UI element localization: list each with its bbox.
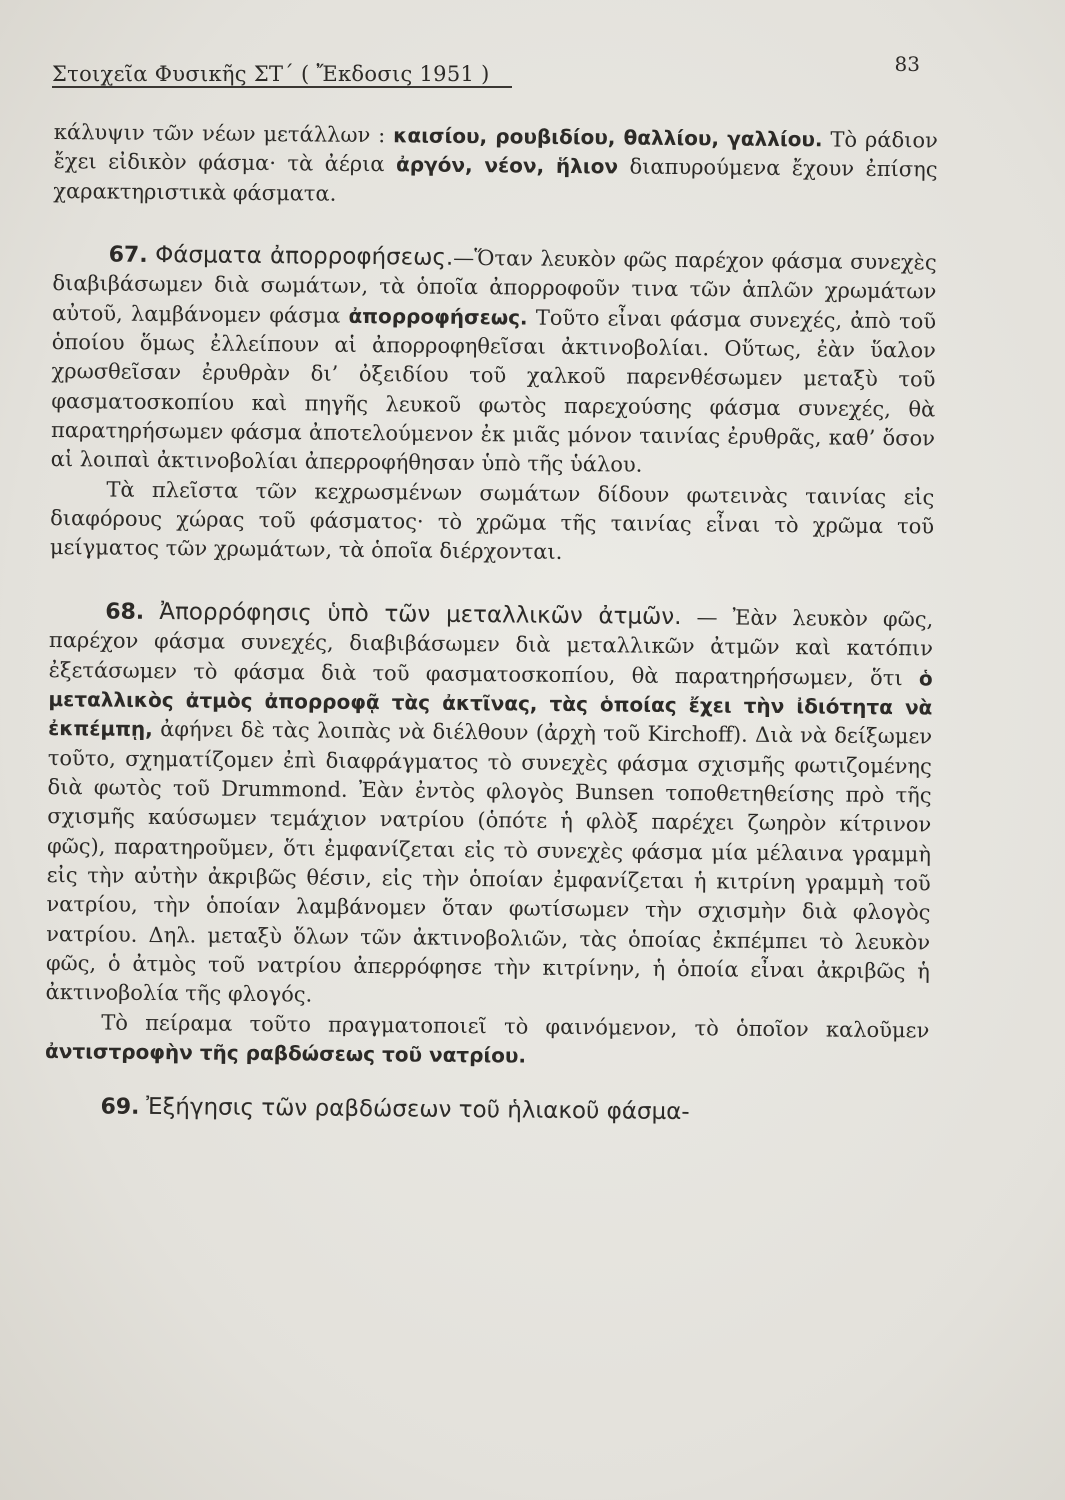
intro-text-1: κάλυψιν τῶν νέων μετάλλων : <box>53 119 394 148</box>
section-67-paragraph-2: Τὰ πλεῖστα τῶν κεχρωσμένων σωμάτων δίδουν φωτεινὰς ταινίας εἰς διαφόρους χώρας τοῦ φάσματος· τὸ χρῶμα τῆς ταινίας εἶναι τὸ χρῶμα τοῦ μείγματος τῶν χρωμάτων, τὰ ὁποῖα διέρχονται. <box>49 477 935 565</box>
section-67-paragraph <box>51 240 937 483</box>
intro-paragraph <box>53 118 938 215</box>
running-title: Στοιχεῖα Φυσικῆς ΣΤ΄ ( Ἔκδοσις 1951 ) <box>52 62 490 86</box>
section-68-p2-text: Τὸ πείραμα τοῦτο πραγματοποιεῖ τὸ φαινόμενον, τὸ ὁποῖον καλοῦμεν <box>101 1010 930 1043</box>
page-number: 83 <box>894 52 920 76</box>
section-69-number: 69. <box>100 1094 140 1121</box>
intro-text-2: Τὸ ράδιον ἔχει εἰδικὸν φάσμα· τὰ ἀέρια <box>53 127 938 177</box>
section-67-bold-1: ἀπορροφήσεως. <box>348 303 528 330</box>
section-67-text-2: Τοῦτο εἶναι φάσμα συνεχές, ἀπὸ τοῦ ὁποίου ὅμως ἐλλείπουν αἱ ἀπορροφηθεῖσαι ἀκτινοβολίαι. Οὕτως, ἐὰν ὕαλον χρωσθεῖσαν ἐρυθρὰν δι’ ὀξειδίου τοῦ χαλκοῦ παρενθέσωμεν μεταξὺ τοῦ φασματοσκοπίου καὶ πηγῆς λευκοῦ φωτὸς παρεχούσης φάσμα συνεχές, θὰ παρατηρήσωμεν φάσμα ἀποτελούμενον ἐκ μιᾶς μόνον ταινίας ἐρυθρᾶς, καθ’ ὅσον αἱ λοιπαὶ ἀκτινοβολίαι ἀπερροφήθησαν ὑπὸ τῆς ὑάλου. <box>50 305 937 478</box>
header-rule <box>52 86 512 88</box>
intro-bold-2: ἀργόν, νέον, ἥλιον <box>395 152 619 179</box>
section-68-text-1: — Ἐὰν λευκὸν φῶς, παρέχον φάσμα συνεχές, διαβιβάσωμεν διὰ μεταλλικῶν ἀτμῶν καὶ κατόπιν ἐξετάσωμεν τὸ φάσμα διὰ τοῦ φασματοσκοπίου, θὰ παρατηρήσωμεν, ὅτι <box>48 604 934 690</box>
section-67-title: Φάσματα ἀπορροφήσεως. <box>155 242 454 271</box>
intro-text-3: διαπυρούμενα ἔχουν ἐπίσης χαρακτηριστικὰ φάσματα. <box>53 154 938 206</box>
section-67-text-1: —Ὅταν λευκὸν φῶς παρέχον φάσμα συνεχὲς διαβιβάσωμεν διὰ σωμάτων, τὰ ὁποῖα ἀπορροφοῦν τινα τῶν ἁπλῶν χρωμάτων αὐτοῦ, λαμβάνομεν φάσμα <box>52 245 937 328</box>
section-68-paragraph <box>45 597 933 1016</box>
section-68-bold-1: ὁ μεταλλικὸς ἀτμὸς ἀπορροφᾷ τὰς ἀκτῖνας, τὰς ὁποίας ἔχει τὴν ἰδιότητα νὰ ἐκπέμπῃ, <box>48 665 933 742</box>
section-69-heading <box>44 1092 928 1130</box>
section-68-title: Ἀπορρόφησις ὑπὸ τῶν μεταλλικῶν ἀτμῶν. <box>159 598 682 630</box>
body-text <box>44 118 938 1130</box>
intro-bold-1: καισίου, ρουβιδίου, θαλλίου, γαλλίου. <box>393 123 823 152</box>
section-68-number: 68. <box>105 599 145 625</box>
section-67-number: 67. <box>108 242 148 268</box>
section-68-text-2: ἀφήνει δὲ τὰς λοιπὰς νὰ διέλθουν (ἀρχὴ τοῦ Kirchoff). Διὰ νὰ δείξωμεν τοῦτο, σχηματίζομεν ἐπὶ διαφράγματος τὸ συνεχὲς φάσμα σχισμῆς φωτιζομένης διὰ φωτὸς τοῦ Drummond. Ἐὰν ἐντὸς φλογὸς Bunsen τοποθετηθείσης πρὸ τῆς σχισμῆς καύσωμεν τεμάχιον νατρίου (ὁπότε ἡ φλὸξ παρέχει ζωηρὸν κίτρινον φῶς), παρατηροῦμεν, ὅτι ἐμφανίζεται εἰς τὸ συνεχὲς φάσμα μία μέλαινα γραμμὴ εἰς τὴν αὐτὴν ἀκριβῶς θέσιν, εἰς τὴν ὁποίαν ἐμφανίζεται ἡ κιτρίνη γραμμὴ τοῦ νατρίου, τὴν ὁποίαν λαμβάνομεν ὅταν φωτίσωμεν τὴν σχισμὴν διὰ φλογὸς νατρίου. Δηλ. μεταξὺ ὅλων τῶν ἀκτινοβολιῶν, τὰς ὁποίας ἐκπέμπει τὸ λευκὸν φῶς, ὁ ἀτμὸς τοῦ νατρίου ἀπερρόφησε τὴν κιτρίνην, ἡ ὁποία εἶναι ἀκριβῶς ἡ ἀκτινοβολία τῆς φλογός. <box>45 717 933 1007</box>
section-69-title: Ἐξήγησις τῶν ραβδώσεων τοῦ ἡλιακοῦ φάσμα- <box>146 1094 690 1126</box>
section-68-paragraph-2 <box>45 1008 930 1075</box>
page-header <box>52 52 920 92</box>
section-68-p2-bold: ἀντιστροφὴν τῆς ραβδώσεως τοῦ νατρίου. <box>44 1038 527 1068</box>
